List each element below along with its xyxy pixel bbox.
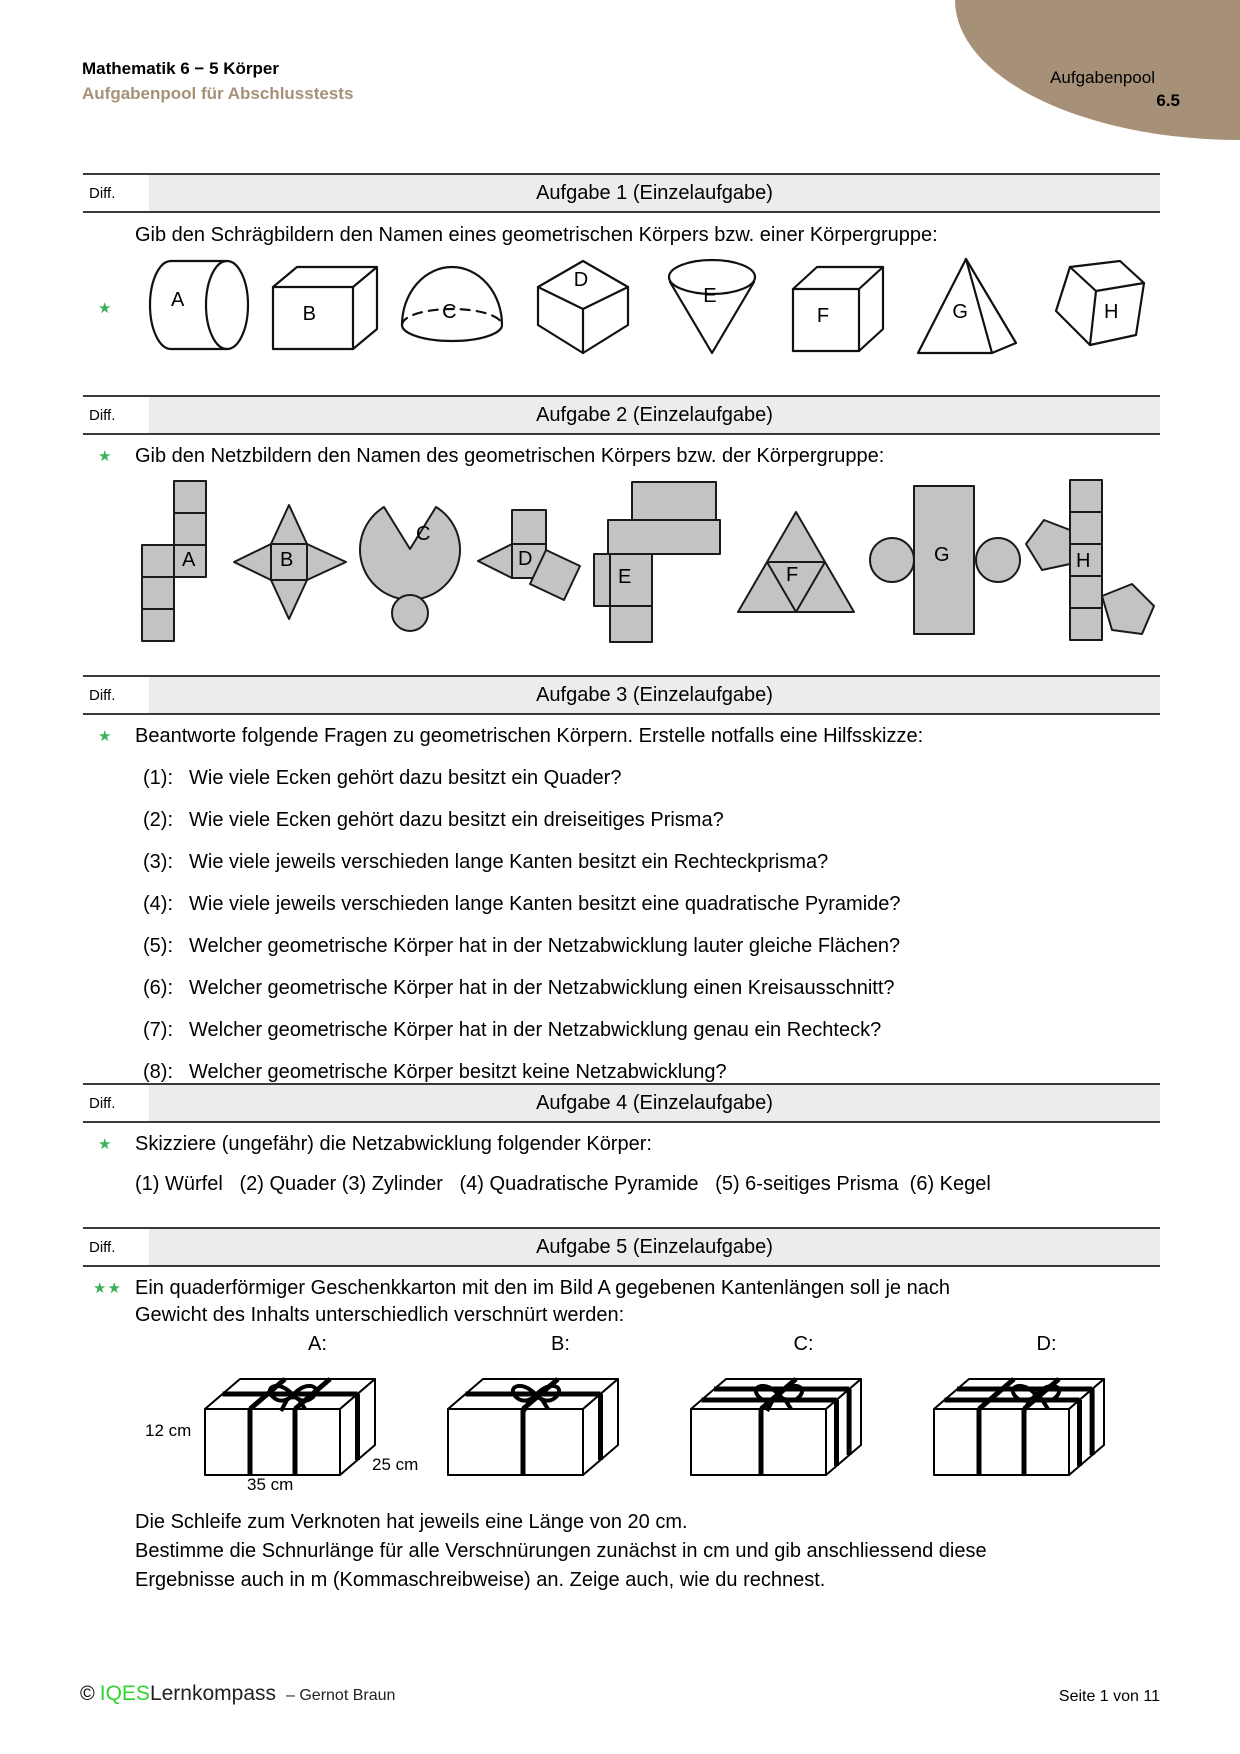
task-2-section [83,395,1160,646]
box-label: A: [308,1333,327,1355]
question-number: (3): [143,851,173,873]
page-subtitle: Aufgabenpool für Abschlusstests [82,84,354,103]
task-3-header [83,675,1160,715]
copyright-icon: © [80,1683,95,1705]
gift-box-d [914,1333,1139,1494]
difficulty-stars: ★ [98,1136,114,1153]
gift-box-c [671,1333,896,1494]
net-f-tetrahedron [732,506,860,618]
question-text: Welcher geometrische Körper hat in der Netzabwicklung einen Kreisausschnitt? [189,977,895,999]
box-label: C: [793,1333,814,1355]
net-d-mixed [470,508,592,616]
task-2-instruction: Gib den Netzbildern den Namen des geometrischen Körpers bzw. der Körpergruppe: [135,445,885,467]
task-5-header [83,1227,1160,1267]
task-1-header [83,173,1160,213]
shape-b-cuboid [265,253,383,358]
question-number: (8): [143,1061,173,1083]
task-4-items: (1) Würfel (2) Quader (3) Zylinder (4) Quadratische Pyramide (5) 6-seitiges Prisma (6) Kegel [135,1173,991,1195]
question-text: Wie viele Ecken gehört dazu besitzt ein dreiseitiges Prisma? [189,809,724,831]
task-1-section [83,173,1160,358]
question-item [143,849,1160,876]
net-label: C [416,523,431,545]
corner-label: Aufgabenpool [1050,68,1155,87]
question-number: (5): [143,935,173,957]
net-c-cone [352,491,470,633]
task-3-title: Aufgabe 3 (Einzelaufgabe) [149,677,1160,713]
cone-net-figure [352,491,470,633]
net-label: B [280,549,294,571]
task-5-title: Aufgabe 5 (Einzelaufgabe) [149,1229,1160,1265]
shape-label: D [573,269,589,291]
task-4-section [83,1083,1160,1198]
corner-text [1050,66,1180,112]
net-e-cuboid [592,480,732,644]
shape-label: E [703,285,717,307]
question-text: Wie viele jeweils verschieden lange Kanten besitzt ein Rechteckprisma? [189,851,829,873]
question-item [143,933,1160,960]
task-5-section [83,1227,1160,1595]
gift-box-c-figure [671,1357,896,1489]
question-text: Welcher geometrische Körper besitzt keine Netzabwicklung? [189,1061,727,1083]
dimension-depth: 25 cm [372,1455,419,1474]
difficulty-label: Diff. [83,1085,149,1121]
net-h-pentagonal-prism [1024,478,1166,646]
question-item [143,1017,1160,1044]
shape-label: F [816,305,830,327]
note-line: Die Schleife zum Verknoten hat jeweils eine Länge von 20 cm. [135,1511,688,1533]
difficulty-label: Diff. [83,677,149,713]
shape-g-pyramid [912,253,1030,358]
brand-lernkompass: Lernkompass [149,1682,276,1705]
shape-d-pentagonal-solid [524,253,642,358]
task-2-header [83,395,1160,435]
net-b-square-pyramid [228,499,352,625]
shape-label: G [952,301,968,323]
shape-label: A [171,289,185,311]
shape-c-hemisphere [394,253,512,358]
gift-box-b [428,1333,653,1494]
task-5-notes [135,1508,1160,1595]
difficulty-label: Diff. [83,1229,149,1265]
task-5-instruction-line1: Ein quaderförmiger Geschenkkarton mit den im Bild A gegebenen Kantenlängen soll je nach [135,1277,950,1299]
gift-box-b-figure [428,1357,653,1489]
task-2-figures [138,478,1152,646]
question-text: Wie viele Ecken gehört dazu besitzt ein Quader? [189,767,622,789]
difficulty-label: Diff. [83,397,149,433]
box-label: B: [551,1333,570,1355]
difficulty-stars: ★ [98,728,114,745]
cuboid-net-figure [592,480,732,644]
question-text: Wie viele jeweils verschieden lange Kanten besitzt eine quadratische Pyramide? [189,893,901,915]
shape-label: B [302,303,316,325]
page-number: Seite 1 von 11 [1058,1688,1160,1705]
difficulty-stars: ★ [98,448,114,465]
net-label: F [786,564,799,586]
question-item [143,807,1160,834]
gift-box-figures [145,1333,1160,1494]
net-g-cylinder [860,482,1024,642]
shape-a-cylinder [135,253,253,358]
net-label: D [518,548,533,570]
shape-h-pentagonal-prism [1042,253,1160,358]
difficulty-label: Diff. [83,175,149,211]
question-item [143,1059,1160,1086]
pentagonal-prism-net-figure [1024,478,1166,646]
question-item [143,891,1160,918]
question-text: Welcher geometrische Körper hat in der Netzabwicklung genau ein Rechteck? [189,1019,882,1041]
task-4-header [83,1083,1160,1123]
cylinder-figure [135,253,253,358]
difficulty-stars: ★★ [93,1280,122,1297]
task-2-title: Aufgabe 2 (Einzelaufgabe) [149,397,1160,433]
brand-iqes: IQES [99,1682,150,1705]
net-label: A [182,549,196,571]
tetrahedron-net-figure [732,506,860,618]
net-label: H [1076,550,1091,572]
gift-box-a [145,1333,419,1494]
note-line: Bestimme die Schnurlänge für alle Verschnürungen zunächst in cm und gib anschliessend diese [135,1540,987,1562]
task-4-title: Aufgabe 4 (Einzelaufgabe) [149,1085,1160,1121]
question-item [143,975,1160,1002]
note-line: Ergebnisse auch in m (Kommaschreibweise) an. Zeige auch, wie du rechnest. [135,1569,826,1591]
cube-figure [783,253,901,358]
box-label: D: [1036,1333,1057,1355]
task-3-section [83,675,1160,1086]
difficulty-stars: ★ [98,299,114,317]
page-title: Mathematik 6 − 5 Körper [82,59,279,78]
net-a-cube [138,479,228,645]
shape-f-cube [783,253,901,358]
question-number: (1): [143,767,173,789]
question-number: (2): [143,809,173,831]
shape-label: C [442,301,457,323]
gift-box-d-figure [914,1357,1139,1489]
footer-author: – Gernot Braun [286,1687,396,1704]
shape-label: H [1103,301,1119,323]
dimension-length: 35 cm [247,1475,294,1494]
question-number: (6): [143,977,173,999]
pyramid-figure [912,253,1030,358]
question-number: (4): [143,893,173,915]
tilted-prism-figure [1042,253,1160,358]
task-1-instruction: Gib den Schrägbildern den Namen eines geometrischen Körpers bzw. einer Körpergruppe: [135,224,938,246]
task-1-title: Aufgabe 1 (Einzelaufgabe) [149,175,1160,211]
dimension-height: 12 cm [145,1421,192,1440]
question-item [143,765,1160,792]
cuboid-figure [265,253,383,358]
task-4-instruction: Skizziere (ungefähr) die Netzabwicklung folgender Körper: [135,1133,652,1155]
task-3-intro: Beantworte folgende Fragen zu geometrischen Körpern. Erstelle notfalls eine Hilfsskizze: [135,725,924,747]
task-5-instruction-line2: Gewicht des Inhalts unterschiedlich verschnürt werden: [135,1304,625,1326]
shape-e-cone [653,253,771,358]
question-text: Welcher geometrische Körper hat in der Netzabwicklung lauter gleiche Flächen? [189,935,901,957]
corner-number: 6.5 [1156,91,1180,110]
net-label: G [934,544,950,566]
document-header [82,56,353,106]
question-number: (7): [143,1019,173,1041]
task-1-figures [83,253,1160,358]
net-label: E [618,566,632,588]
footer-brand [80,1682,395,1706]
